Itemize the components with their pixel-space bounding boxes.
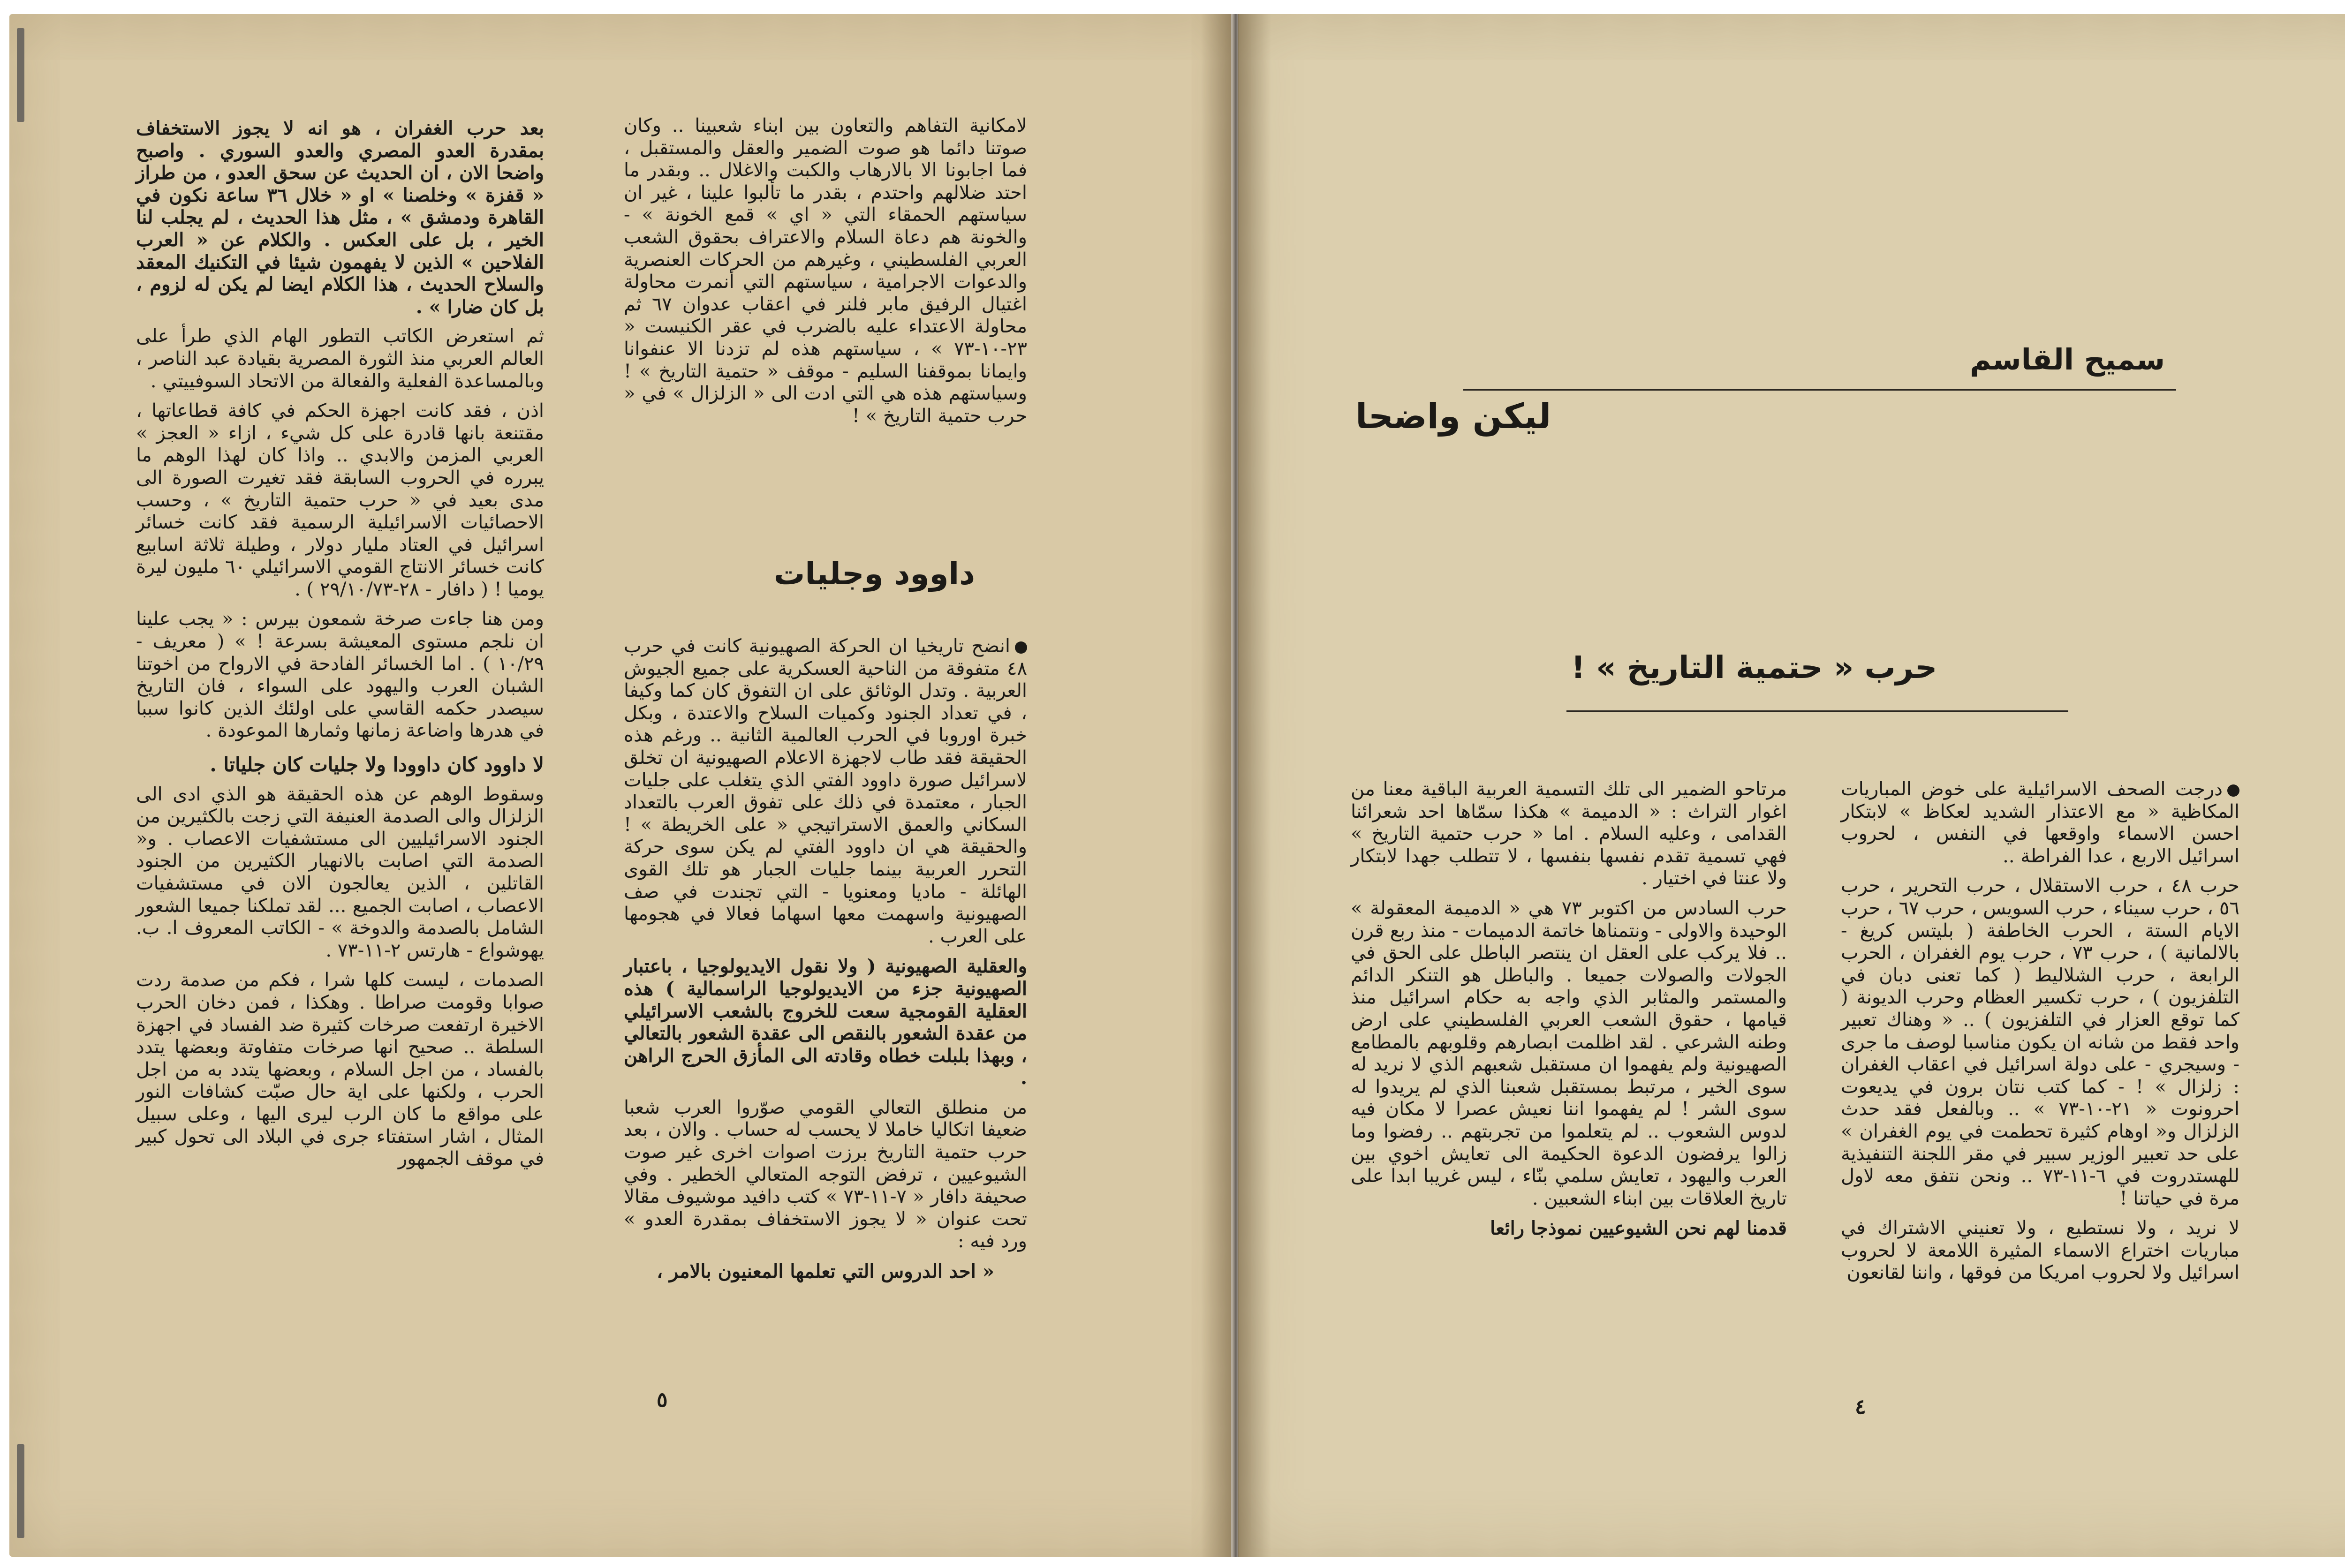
- paragraph: درجت الصحف الاسرائيلية على خوض المباريات المكاظية « مع الاعتذار الشديد لعكاظ » لابتكار احسن الاسماء واوقعها في النفس ، لحروب اسرائيل الاربع ، عدا الفراطة ..: [1841, 778, 2239, 867]
- bullet-dot-icon: [1015, 641, 1027, 654]
- paragraph: ومن هنا جاءت صرخة شمعون بيرس : « يجب علينا ان نلجم مستوى المعيشة بسرعة ! » ( معريف - ١٠/٢٩ ) . اما الخسائر الفادحة في الارواح من اخوتنا الشبان العرب واليهود على السواء ، فان التاريخ سيصدر حكمه القاسي على اولئك الذين كانوا سببا في هدرها واضاعة زمانها وثمارها الموعودة .: [136, 608, 544, 742]
- paragraph: الصدمات ، ليست كلها شرا ، فكم من صدمة ردت صوابا وقومت صراطا . وهكذا ، فمن دخان الحرب الاخيرة ارتفعت صرخات كثيرة ضد الفساد في اجهزة السلطة .. صحيح انها صرخات متفاوتة وبعضها يتدد بالفساد ، من اجل السلام ، وبعضها يتدد به من اجل الحرب ، ولكنها على اية حال صبّت كشافات النور على مواقع ما كان الرب ليرى اليها ، وعلى سبيل المثال ، اشار استفتاء جرى في البلاد الى تحول كبير في موقف الجمهور: [136, 969, 545, 1170]
- paragraph: مرتاحو الضمير الى تلك التسمية العربية الباقية معنا من اغوار التراث : « الدميمة » هكذا سمّاها احد شعرائنا القدامى ، وعليه السلام . اما « حرب حتمية التاريخ » فهي تسمية تقدم نفسها بنفسها ، لا تتطلب جهدا لابتكار ولا عنتا في اختيار .: [1351, 778, 1787, 890]
- left-page-col-left: [136, 117, 544, 1360]
- paragraph: اذن ، فقد كانت اجهزة الحكم في كافة قطاعاتها ، مقتنعة بانها قادرة على كل شيء ، ازاء « العجز » العربي المزمن والابدي .. واذا كان لهذا الوهم ما يبرره في الحروب السابقة فقد تغيرت الصورة الى مدى بعيد في « حرب حتمية التاريخ » ، وحسب الاحصائيات الاسرائيلية الرسمية فقد كانت خسائر اسرائيل في العتاد مليار دولار ، وطيلة ثلاثة اسابيع كانت خسائر الانتاج القومي الاسرائيلي ٦٠ مليون ليرة يوميا ! ( دافار - ٢٨-٢٩/١٠/٧٣ ) .: [136, 400, 545, 600]
- paragraph: لا نريد ، ولا نستطيع ، ولا تعنيني الاشتراك في مباريات اختراع الاسماء المثيرة اللامعة لا لحروب اسرائيل ولا لحروب امريكا من فوقها ، واننا لقانعون: [1841, 1217, 2239, 1284]
- staple-top: [17, 28, 24, 122]
- bullet-dot-icon: [2227, 784, 2239, 797]
- author-name: سميح القاسم: [1970, 342, 2165, 377]
- heading-underline: [1566, 710, 2068, 712]
- paragraph: لامكانية التفاهم والتعاون بين ابناء شعبينا .. وكان صوتنا دائما هو صوت الضمير والعقل والمستقبل ، فما اجابونا الا بالارهاب والكبت والاغلال .. وبقدر ما احتد ضلالهم واحتدم ، بقدر ما تألبوا علينا ، غير ان سياستهم الحمقاء التي « اي » قمع الخونة » - والخونة هم دعاة السلام والاعتراف بحقوق الشعب العربي الفلسطيني ، وغيرهم من الحركات العنصرية والدعوات الاجرامية ، سياستهم التي أنمرت محاولة اغتيال الرفيق مابر فلنر في اعقاب عدوان ٦٧ ثم محاولة الاعتداء عليه بالضرب في عقر الكنيست « ٢٣-١٠-٧٣ » ، سياستهم هذه لم تزدنا الا عنفوانا وايمانا بموقفنا السليم - موقف « حتمية التاريخ » ! وسياستهم هذه هي التي ادت الى « الزلزال » في « حرب حتمية التاريخ » !: [624, 115, 1028, 427]
- subheading: لا داوود كان داوودا ولا جليات كان جلياتا .: [210, 753, 544, 776]
- page-number: ٤: [1855, 1395, 1866, 1419]
- paragraph: من منطلق التعالي القومي صوّروا العرب شعبا ضعيفا اتكاليا خاملا لا يحسب له حساب . والان ، بعد حرب حتمية التاريخ برزت اصوات اخرى غير صوت الشيوعيين ، ترفض التوجه المتعالي الخطير . وفي صحيفة دافار « ٧-١١-٧٣ » كتب دافيد موشيوف مقالا تحت عنوان « لا يجوز الاستخفاف بمقدرة العدو » ورد فيه :: [624, 1096, 1028, 1252]
- page-number: ٥: [657, 1388, 668, 1412]
- paragraph: ثم استعرض الكاتب التطور الهام الذي طرأ على العالم العربي منذ الثورة المصرية بقيادة عبد الناصر ، وبالمساعدة الفعلية والفعالة من الاتحاد السوفييتي .: [136, 325, 544, 392]
- article-heading: حرب « حتمية التاريخ » !: [1571, 649, 1937, 686]
- paragraph: وسقوط الوهم عن هذه الحقيقة هو الذي ادى الى الزلزال والى الصدمة العنيفة التي زجت بالكثيرين من الجنود الاسرائيليين الى مستشفيات الاعصاب . و« الصدمة التي اصابت بالانهيار الكثيرين من الجنود القاتلين ، الذين يعالجون الان في مستشفيات الاعصاب ، اصابت الجميع ... لقد تملكنا جميعا الشعور الشامل بالصدمة والدوخة » - الكاتب المعروف ا. ب. يهوشواع - هارتس ٢-١١-٧٣ .: [136, 783, 544, 961]
- author-underline: [1463, 389, 2176, 391]
- right-page-col-right: [1841, 778, 2239, 1449]
- spine-gutter: [1201, 14, 1271, 1557]
- paragraph: حرب ٤٨ ، حرب الاستقلال ، حرب التحرير ، حرب ٥٦ ، حرب سيناء ، حرب السويس ، حرب ٦٧ ، حرب الايام الستة ، الحرب الخاطفة ( بليتس كريغ - بالالمانية ) ، حرب ٧٣ ، حرب يوم الغفران ، الحرب الرابعة ، حرب الشلاليط ( كما تعنى دبان في التلفزيون ) ، حرب تكسير العظام وحرب الديونة ( كما توقع العزار في التلفزيون ) .. « وهناك تعبير واحد فقط من شانه ان يكون مناسبا لوصف ما جرى - وسيجري - على دولة اسرائيل في اعقاب الغفران : زلزال » ! - كما كتب نتان برون في يديعوت احرونوت « ٢١-١٠-٧٣ » .. وبالفعل فقد حدث الزلزال و« اوهام كثيرة تحطمت في يوم الغفران » على حد تعبير الوزير سبير في مقر اللجنة التنفيذية للهستدروت في ٦-١١-٧٣ .. ونحن نتفق معه لاول مرة في حياتنا !: [1841, 875, 2240, 1209]
- staple-bottom: [17, 1444, 24, 1538]
- left-page-col-right-bottom: [624, 635, 1027, 1353]
- paragraph: والعقلية الصهيونية ( ولا نقول الايديولوجيا ، باعتبار الصهيونية جزء من الايديولوجيا الراسمالية ) هذه العقلية القومجية سعت للخروج بالشعب الاسرائيلي من عقدة الشعور بالنقص الى عقدة الشعور بالتعالي ، وبهذا بلبلت خطاه وقادته الى المأزق الحرج الراهن .: [624, 955, 1027, 1089]
- paragraph: بعد حرب الغفران ، هو انه لا يجوز الاستخفاف بمقدرة العدو المصري والعدو السوري . واصبح واضحا الان ، ان الحديث عن سحق العدو ، من طراز « قفزة » وخلصنا » او « خلال ٣٦ ساعة نكون في القاهرة ودمشق » ، مثل هذا الحديث ، لم يجلب لنا الخير ، بل على العكس . والكلام عن « العرب الفلاحين » الذين لا يفهمون شيئا في التكنيك المعقد والسلاح الحديث ، هذا الكلام ايضا لم يكن له لزوم ، بل كان ضارا » .: [136, 117, 545, 318]
- quote-line: « احد الدروس التي تعلمها المعنيون بالامر ،: [657, 1260, 994, 1283]
- paragraph: انضح تاريخيا ان الحركة الصهيونية كانت في حرب ٤٨ متفوقة من الناحية العسكرية على جميع الجيوش العربية . وتدل الوثائق على ان التفوق كان كما وكيفا ، في تعداد الجنود وكميات السلاح والاعتدة ، وبكل خبرة اوروبا في الحرب العالمية الثانية .. ورغم هذه الحقيقة فقد طاب لاجهزة الاعلام الصهيونية ان تخلق لاسرائيل صورة داوود الفتي الذي يتغلب على جليات الجبار ، معتمدة في ذلك على تفوق العرب بالتعداد السكاني والعمق الاستراتيجي « على الخريطة » ! والحقيقة هي ان داوود الفتي لم يكن سوى حركة التحرر العربية بينما جليات الجبار هو تلك القوى الهائلة - ماديا ومعنويا - التي تجندت في صف الصهيونية واسهمت معها اسهاما فعالا في هجومها على العرب .: [624, 635, 1027, 947]
- paragraph: قدمنا لهم نحن الشيوعيين نموذجا رائعا: [1490, 1217, 1787, 1240]
- paragraph: حرب السادس من اكتوبر ٧٣ هي « الدميمة المعقولة » الوحيدة والاولى - ونتمناها خاتمة الدميمات - منذ ربع قرن .. فلا يركب على العقل ان ينتصر الباطل على الحق في الجولات والصولات جميعا . والباطل هو التنكر الدائم والمستمر والمثابر الذي واجه به حكام اسرائيل منذ قيامها ، حقوق الشعب العربي الفلسطيني على ارض وطنه الشرعي . لقد اظلمت ابصارهم وقلوبهم بالمطامع الصهيونية ولم يفهموا ان مستقبل شعبهم الذي لا نريد له سوى الخير ، مرتبط بمستقبل شعبنا الذي لم يريدوا له سوى الشر ! لم يفهموا اننا نعيش عصرا لا مكان فيه لدوس الشعوب .. لم يتعلموا من تجربتهم .. رفضوا وما زالوا يرفضون الدعوة الحكيمة الى تعايش اخوي بين العرب واليهود ، تعايش سلمي بنّاء ، ليس غريبا ابدا على تاريخ العلاقات بين ابناء الشعبين .: [1351, 897, 1787, 1209]
- section-heading: داوود وجليات: [774, 556, 975, 592]
- right-page-col-left: [1351, 778, 1787, 1379]
- column-title: ليكن واضحا: [1355, 396, 1551, 437]
- left-page-col-right-top: [624, 115, 1027, 551]
